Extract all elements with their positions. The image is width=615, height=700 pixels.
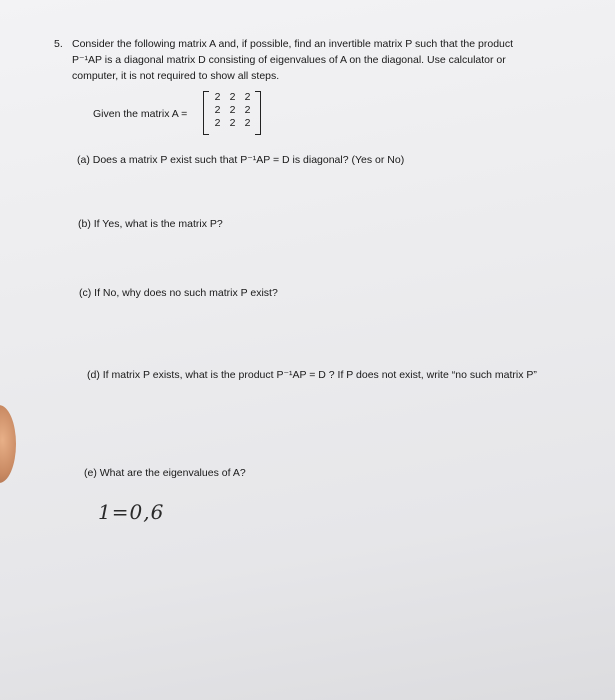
part-b-question: (b) If Yes, what is the matrix P? [78,218,223,230]
problem-text-line2: P⁻¹AP is a diagonal matrix D consisting of eigenvalues of A on the diagonal. Use calculator or [72,54,506,66]
part-c-question: (c) If No, why does no such matrix P exist? [79,287,278,299]
matrix-cell: 2 [214,117,221,129]
matrix-row [210,117,255,129]
matrix-cell: 2 [214,91,221,103]
given-matrix-label: Given the matrix A = [93,108,188,120]
matrix-a [203,91,261,135]
finger-photo-edge [0,405,16,483]
matrix-row [210,104,255,116]
matrix-cell: 2 [214,104,221,116]
part-e-question: (e) What are the eigenvalues of A? [84,467,246,479]
matrix-right-bracket [255,91,261,135]
part-a-question: (a) Does a matrix P exist such that P⁻¹AP = D is diagonal? (Yes or No) [77,154,405,166]
handwritten-answer: 1=0,6 [98,500,165,524]
matrix-cell: 2 [229,91,236,103]
matrix-cell: 2 [244,104,251,116]
matrix-cell: 2 [244,117,251,129]
matrix-cell: 2 [229,117,236,129]
problem-text-line1: Consider the following matrix A and, if possible, find an invertible matrix P such that the product [72,38,514,50]
matrix-cell: 2 [229,104,236,116]
part-d-question: (d) If matrix P exists, what is the product P⁻¹AP = D ? If P does not exist, write “no such matrix P” [87,369,537,381]
problem-number: 5. [54,38,63,50]
problem-text-line3: computer, it is not required to show all steps. [72,70,280,82]
matrix-cell: 2 [244,91,251,103]
matrix-left-bracket [203,91,209,135]
matrix-row [210,91,255,103]
